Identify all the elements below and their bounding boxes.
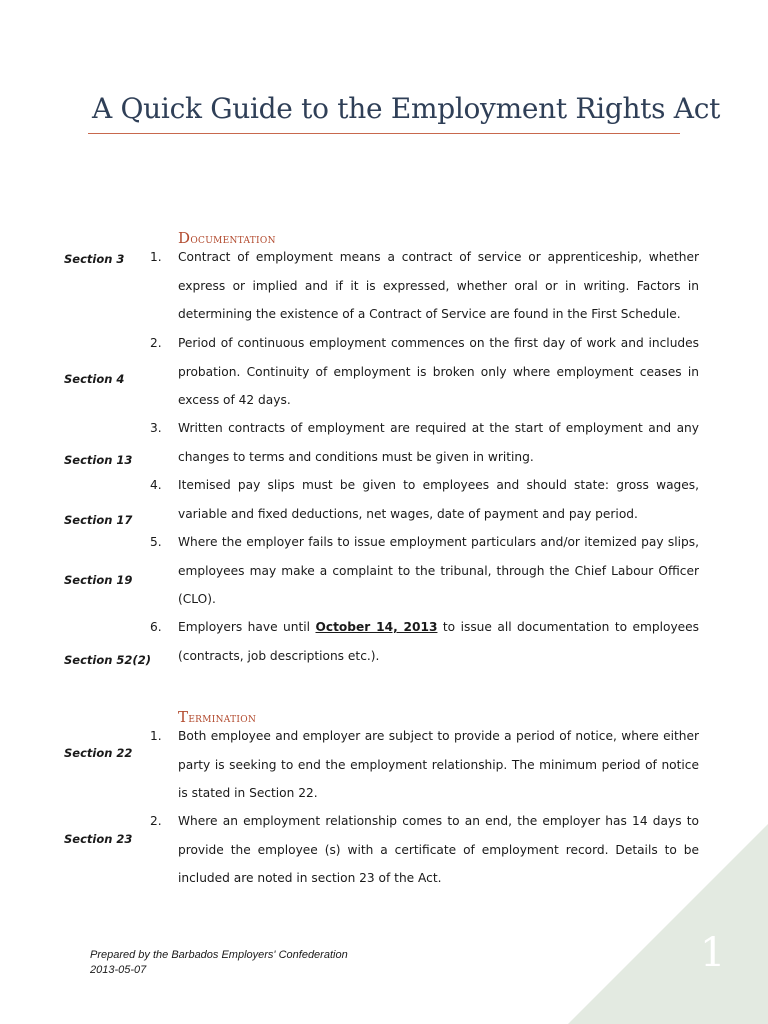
section-ref: Section 22 xyxy=(64,746,133,760)
item-text: Both employee and employer are subject to provide a period of notice, where either party is seeking to end the employment relationship. The minimum period of notice is stated in Section 22. xyxy=(178,729,699,800)
footer-date: 2013-05-07 xyxy=(90,964,147,976)
item-text: Where an employment relationship comes to an end, the employer has 14 days to provide the employee (s) with a certificate of employment record. Details to be included are noted in section 23 of the Act. xyxy=(178,814,699,885)
item-text: Written contracts of employment are required at the start of employment and any changes to terms and conditions must be given in writing. xyxy=(178,421,699,464)
section-ref: Section 19 xyxy=(64,573,133,587)
page-title: A Quick Guide to the Employment Rights Act xyxy=(92,92,721,125)
item-number: 6. xyxy=(150,620,162,634)
section-ref: Section 13 xyxy=(64,453,133,467)
section-ref: Section 52(2) xyxy=(64,653,151,667)
documentation-item-3 xyxy=(150,414,699,471)
documentation-item-1 xyxy=(150,243,699,329)
page-number: 1 xyxy=(700,930,726,976)
section-ref: Section 4 xyxy=(64,372,125,386)
termination-heading-rest: ermination xyxy=(188,711,257,726)
item-number: 2. xyxy=(150,814,162,828)
item-number: 5. xyxy=(150,535,162,549)
item-number: 2. xyxy=(150,336,162,350)
item-text: Where the employer fails to issue employment particulars and/or itemized pay slips, employees may make a complaint to the tribunal, through the Chief Labour Officer (CLO). xyxy=(178,535,699,606)
documentation-heading-rest: ocumentation xyxy=(190,232,276,247)
documentation-heading-initial: D xyxy=(178,229,191,247)
termination-heading-initial: T xyxy=(178,708,189,726)
item-number: 3. xyxy=(150,421,162,435)
item-text xyxy=(178,613,699,670)
item-text: Contract of employment means a contract of service or apprenticeship, whether express or implied and if it is expressed, whether oral or in writing. Factors in determining the existence of a Contract of Service are found in the First Schedule. xyxy=(178,250,699,321)
item-number: 1. xyxy=(150,250,162,264)
section-ref: Section 17 xyxy=(64,513,133,527)
documentation-item-2 xyxy=(150,329,699,415)
item-number: 1. xyxy=(150,729,162,743)
footer-prepared-by: Prepared by the Barbados Employers' Confederation xyxy=(90,949,348,961)
item-text-start: Employers have until xyxy=(178,620,316,634)
title-divider xyxy=(88,133,680,134)
section-ref: Section 23 xyxy=(64,832,133,846)
item-text: Itemised pay slips must be given to employees and should state: gross wages, variable and fixed deductions, net wages, date of payment and pay period. xyxy=(178,478,699,521)
item-number: 4. xyxy=(150,478,162,492)
section-ref: Section 3 xyxy=(64,252,125,266)
termination-item-2 xyxy=(150,807,699,893)
documentation-item-5 xyxy=(150,528,699,614)
item-text-end: to issue all documentation to employees (contracts, job descriptions etc.). xyxy=(178,620,700,663)
item-text: Period of continuous employment commences on the first day of work and includes probation. Continuity of employment is broken only where employment ceases in excess of 42 days. xyxy=(178,336,699,407)
documentation-item-4 xyxy=(150,471,699,528)
documentation-item-6 xyxy=(150,613,699,670)
termination-item-1 xyxy=(150,722,699,808)
deadline-date: October 14, 2013 xyxy=(315,620,438,634)
